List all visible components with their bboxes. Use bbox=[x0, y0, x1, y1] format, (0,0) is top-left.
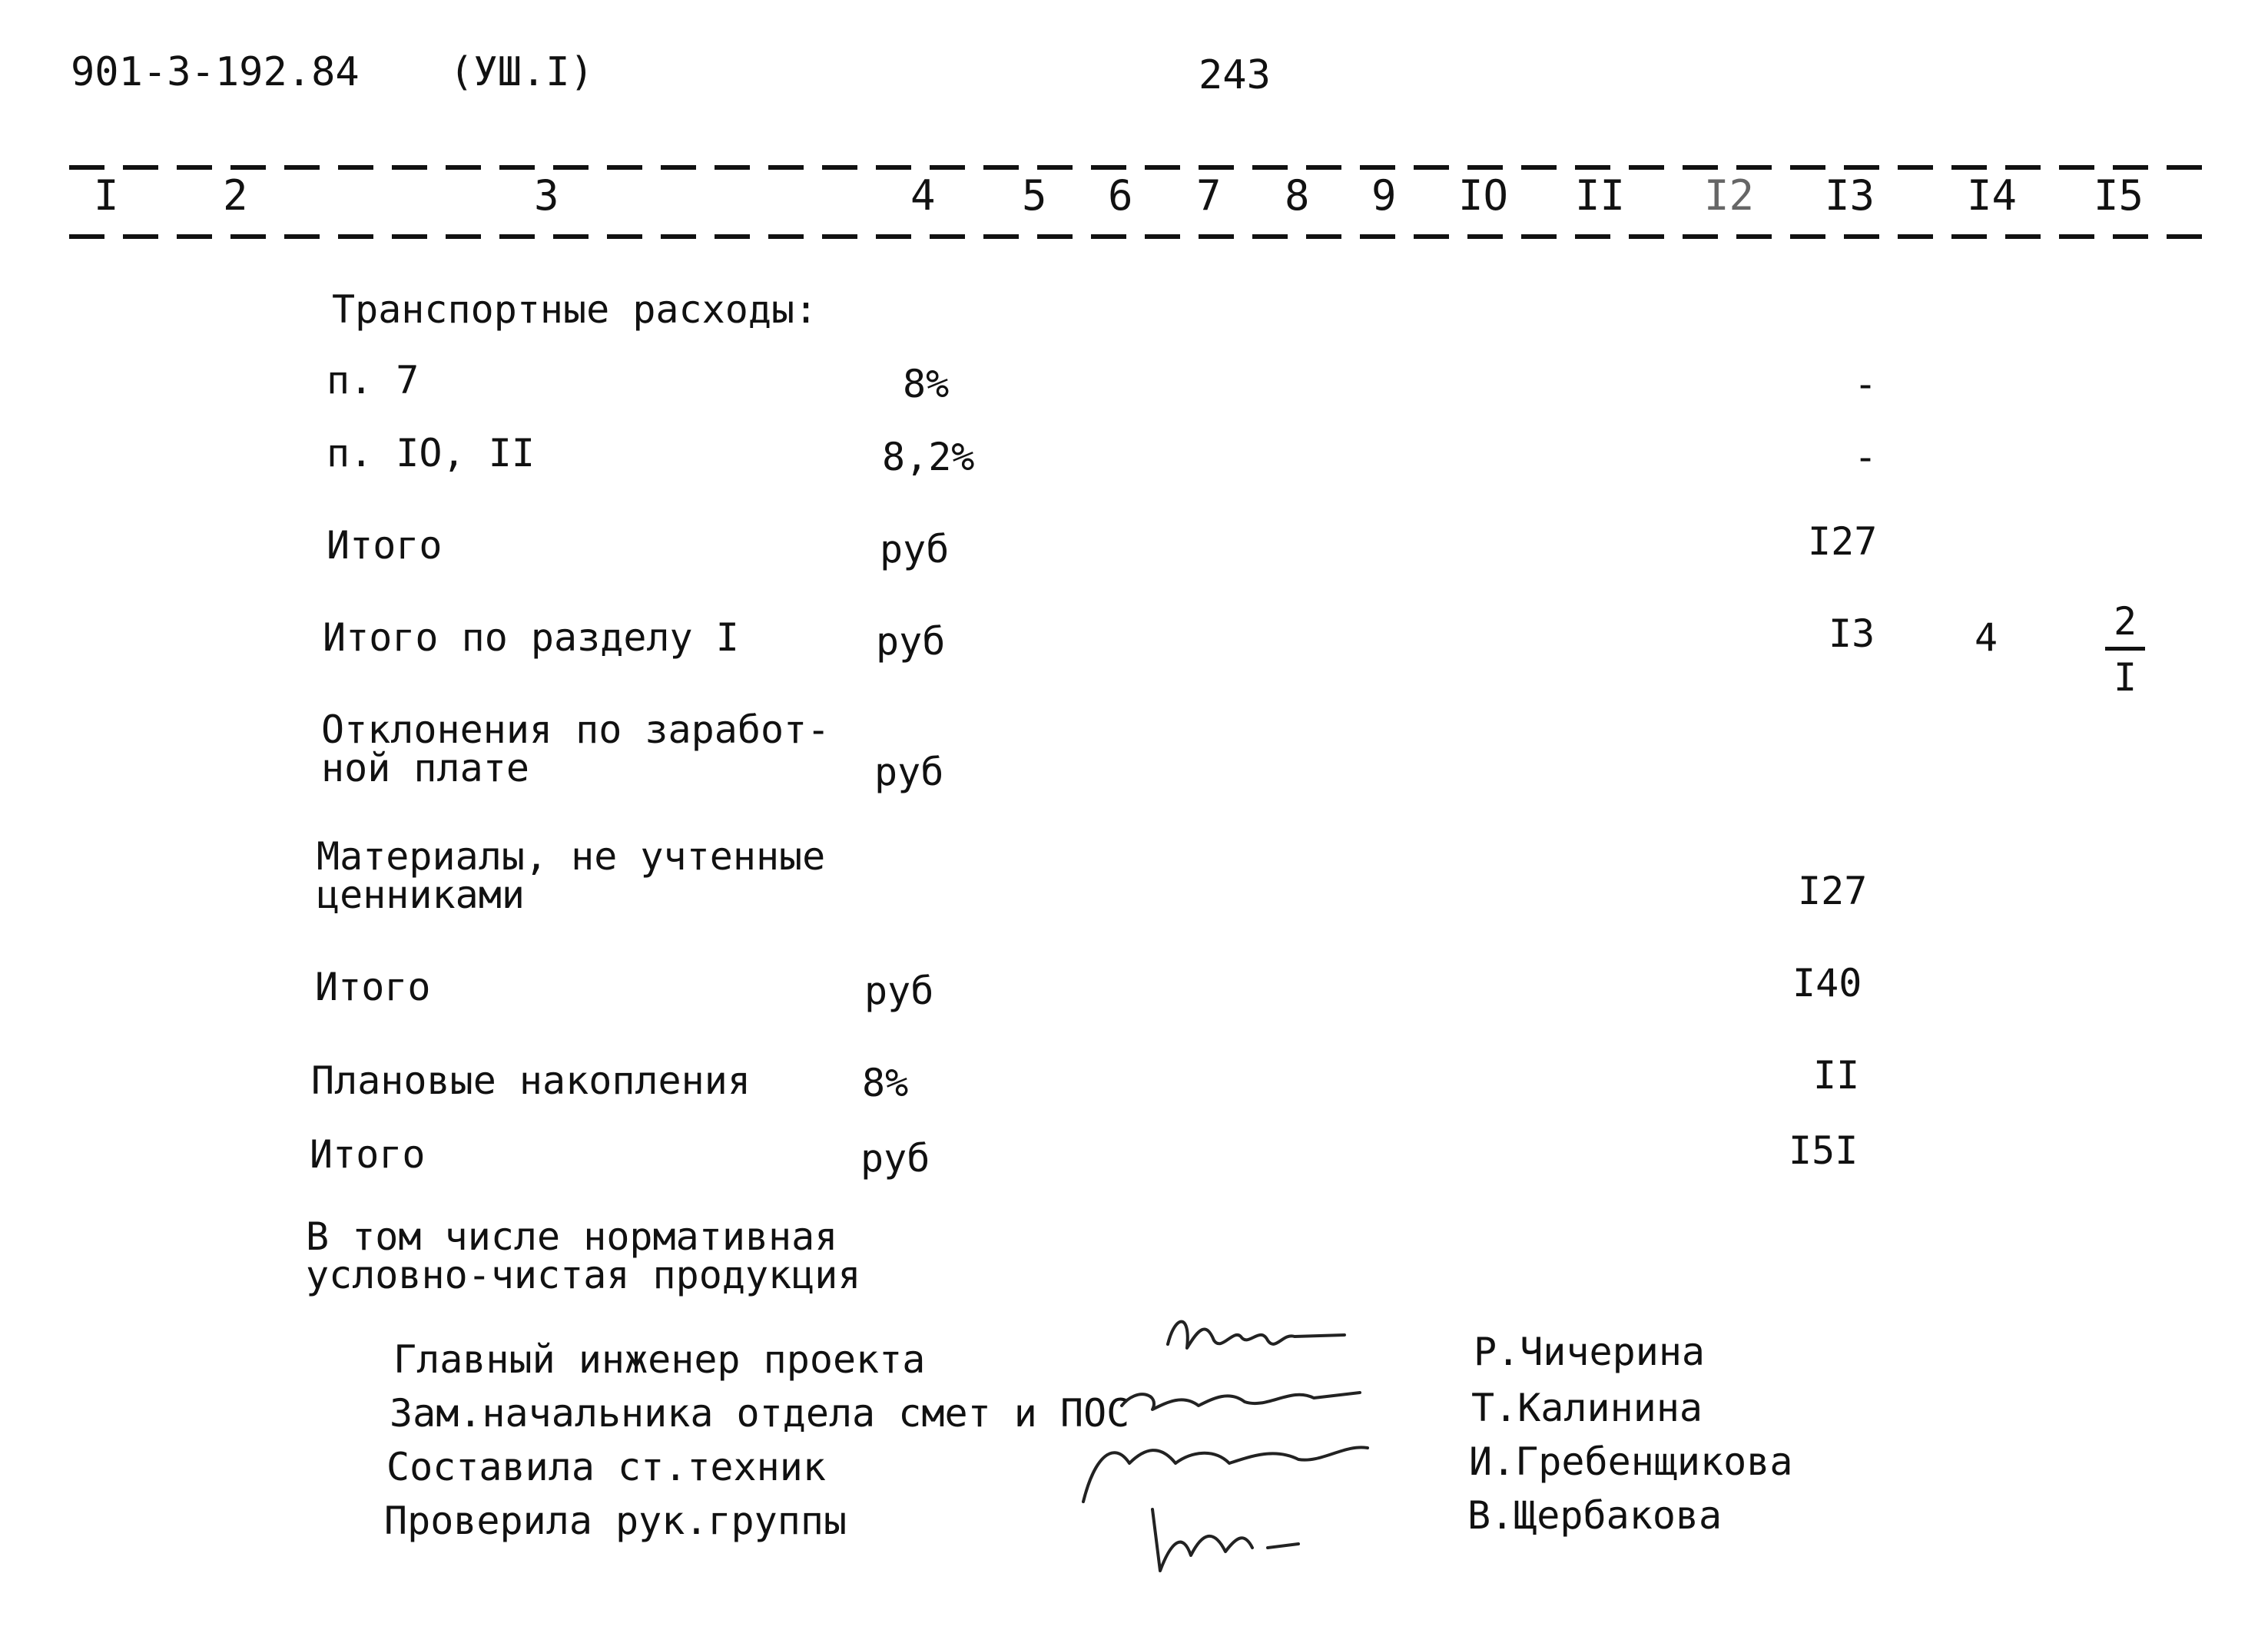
row-label: Итого bbox=[310, 1132, 426, 1177]
column-header: 5 bbox=[1022, 171, 1047, 220]
handwritten-signature-1 bbox=[1160, 1306, 1360, 1375]
handwritten-signature-2 bbox=[1114, 1371, 1368, 1425]
row-value-col13: I40 bbox=[1792, 961, 1862, 1005]
column-header: 4 bbox=[910, 171, 936, 220]
row-label: п. IO, II bbox=[327, 431, 535, 475]
signature-role: Зам.начальника отдела смет и ПОС bbox=[390, 1391, 1130, 1436]
row-unit: руб bbox=[864, 969, 934, 1013]
signature-name: Т.Калинина bbox=[1471, 1386, 1703, 1430]
column-header: IO bbox=[1458, 171, 1509, 220]
column-header: 3 bbox=[534, 171, 559, 220]
header-divider-top bbox=[69, 165, 2220, 170]
page-number: 243 bbox=[1199, 52, 1271, 98]
signature-name: Р.Чичерина bbox=[1474, 1330, 1706, 1374]
row-label: Итого по разделу I bbox=[323, 615, 739, 660]
row-label-line1: Материалы, не учтенные bbox=[317, 834, 826, 879]
row-value-col14: 4 bbox=[1975, 615, 1998, 660]
row-value-col13: - bbox=[1854, 435, 1878, 479]
row-unit: 8% bbox=[903, 362, 950, 406]
signature-name: И.Гребенщикова bbox=[1469, 1439, 1793, 1484]
row-value-col13: I5I bbox=[1789, 1128, 1858, 1173]
signature-role: Составила ст.техник bbox=[386, 1445, 826, 1489]
row-label: Итого bbox=[327, 523, 443, 568]
row-value-col15-fraction bbox=[2105, 599, 2145, 700]
row-label-line2: условно-чистая продукция bbox=[306, 1253, 861, 1297]
column-header: I bbox=[94, 171, 119, 220]
row-unit: руб bbox=[876, 619, 946, 664]
row-label-line1: В том числе нормативная bbox=[306, 1214, 838, 1259]
row-value-col13: I3 bbox=[1829, 611, 1875, 656]
section-code: (УШ.I) bbox=[449, 49, 594, 95]
column-header: 6 bbox=[1108, 171, 1133, 220]
document-code: 901-3-192.84 bbox=[71, 49, 360, 95]
row-label: п. 7 bbox=[327, 358, 419, 402]
row-label: Транспортные расходы: bbox=[332, 287, 818, 332]
column-header: 7 bbox=[1196, 171, 1222, 220]
row-unit: руб bbox=[874, 750, 944, 794]
column-header: II bbox=[1575, 171, 1626, 220]
row-value-col13: I27 bbox=[1798, 869, 1868, 913]
column-header: 8 bbox=[1285, 171, 1310, 220]
row-unit: руб bbox=[880, 527, 950, 571]
signature-role: Главный инженер проекта bbox=[393, 1337, 926, 1382]
signature-name: В.Щербакова bbox=[1467, 1493, 1723, 1538]
column-header: I2 bbox=[1704, 171, 1755, 220]
row-label: Плановые накопления bbox=[311, 1058, 751, 1103]
column-header: I4 bbox=[1967, 171, 2018, 220]
column-header: 9 bbox=[1371, 171, 1397, 220]
row-value-col13: - bbox=[1854, 362, 1878, 406]
row-unit: 8% bbox=[862, 1061, 909, 1105]
fraction-denominator: I bbox=[2113, 655, 2137, 700]
handwritten-signature-4 bbox=[1137, 1494, 1337, 1586]
row-label-line2: ценниками bbox=[317, 873, 525, 917]
row-value-col13: I27 bbox=[1808, 519, 1878, 564]
column-header: 2 bbox=[223, 171, 248, 220]
row-label-line2: ной плате bbox=[321, 746, 529, 790]
row-label-line1: Отклонения по заработ- bbox=[321, 707, 831, 752]
row-value-col13: II bbox=[1813, 1053, 1860, 1098]
column-header: I5 bbox=[2094, 171, 2144, 220]
fraction-numerator: 2 bbox=[2113, 599, 2137, 644]
row-unit: руб bbox=[860, 1136, 930, 1181]
column-header: I3 bbox=[1825, 171, 1875, 220]
row-unit: 8,2% bbox=[882, 435, 975, 479]
header-divider-bottom bbox=[69, 234, 2220, 239]
row-label: Итого bbox=[315, 965, 431, 1009]
signature-role: Проверила рук.группы bbox=[384, 1499, 847, 1543]
